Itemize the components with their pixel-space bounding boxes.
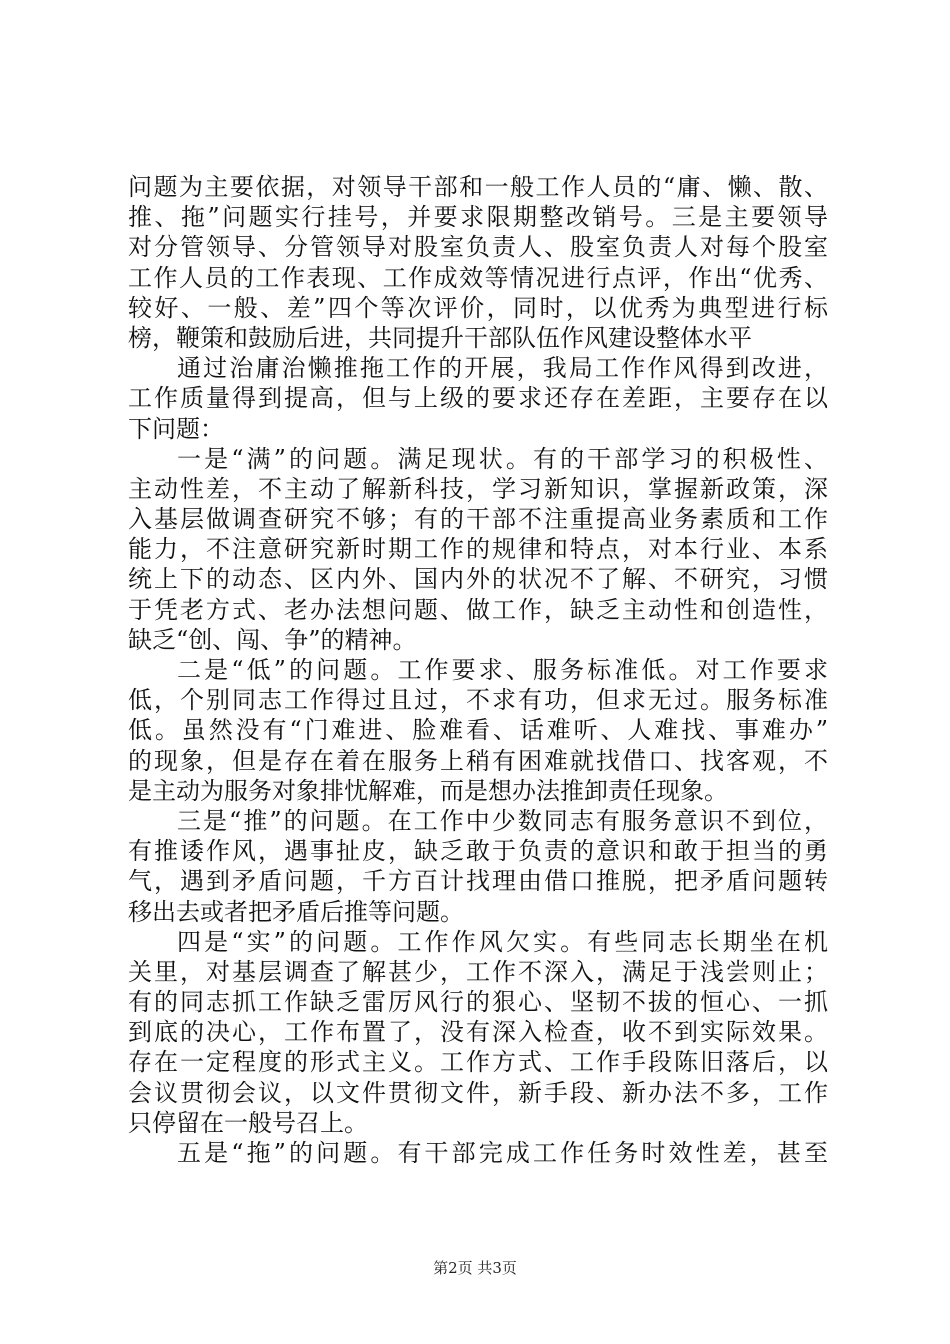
text-line: 的现象，但是存在着在服务上稍有困难就找借口、找客观，不 — [128, 746, 828, 775]
text-line: 下问题： — [128, 414, 224, 443]
text-line: 统上下的动态、区内外、国内外的状况不了解、不研究，习惯 — [128, 565, 828, 594]
text-line: 只停留在一般号召上。 — [128, 1108, 368, 1137]
text-line: 对分管领导、分管领导对股室负责人、股室负责人对每个股室 — [128, 233, 828, 262]
text-line: 问题为主要依据，对领导干部和一般工作人员的“庸、懒、散、 — [128, 173, 828, 201]
text-line: 有推诿作风，遇事扯皮，缺乏敢于负责的意识和敢于担当的勇 — [128, 837, 828, 866]
text-line: 通过治庸治懒推拖工作的开展，我局工作作风得到改进， — [177, 354, 828, 383]
text-line: 到底的决心，工作布置了，没有深入检查，收不到实际效果。 — [128, 1018, 828, 1047]
text-line: 移出去或者把矛盾后推等问题。 — [128, 897, 464, 926]
text-line: 关里，对基层调查了解甚少，工作不深入，满足于浅尝则止； — [128, 957, 828, 986]
page-number-footer: 第2页 共3页 — [433, 1259, 517, 1277]
text-line: 较好、一般、差”四个等次评价，同时，以优秀为典型进行标 — [128, 293, 828, 322]
text-line: 会议贯彻会议，以文件贯彻文件，新手段、新办法不多，工作 — [128, 1078, 828, 1107]
text-line: 四是“实”的问题。工作作风欠实。有些同志长期坐在机 — [177, 927, 828, 956]
text-line: 榜，鞭策和鼓励后进，共同提升干部队伍作风建设整体水平 — [128, 323, 752, 352]
text-line: 入基层做调查研究不够；有的干部不注重提高业务素质和工作 — [128, 505, 828, 534]
text-line: 低，个别同志工作得过且过，不求有功，但求无过。服务标准 — [128, 686, 828, 715]
text-line: 工作人员的工作表现、工作成效等情况进行点评，作出“优秀、 — [128, 263, 828, 292]
text-line: 五是“拖”的问题。有干部完成工作任务时效性差，甚至 — [177, 1139, 828, 1167]
text-line: 三是“推”的问题。在工作中少数同志有服务意识不到位， — [177, 806, 828, 835]
text-line: 气，遇到矛盾问题，千方百计找理由借口推脱，把矛盾问题转 — [128, 867, 828, 896]
text-line: 能力，不注意研究新时期工作的规律和特点，对本行业、本系 — [128, 535, 828, 564]
text-line: 存在一定程度的形式主义。工作方式、工作手段陈旧落后，以 — [128, 1048, 828, 1077]
text-line: 推、拖”问题实行挂号，并要求限期整改销号。三是主要领导 — [128, 203, 828, 232]
text-line: 主动性差，不主动了解新科技，学习新知识，掌握新政策，深 — [128, 474, 828, 503]
text-line: 是主动为服务对象排忧解难，而是想办法推卸责任现象。 — [128, 776, 728, 805]
text-line: 缺乏“创、闯、争”的精神。 — [128, 625, 417, 654]
text-line: 工作质量得到提高，但与上级的要求还存在差距，主要存在以 — [128, 384, 828, 413]
text-line: 一是“满”的问题。满足现状。有的干部学习的积极性、 — [177, 444, 828, 473]
document-body — [128, 172, 828, 1168]
text-line: 于凭老方式、老办法想问题、做工作，缺乏主动性和创造性， — [128, 595, 828, 624]
text-line: 二是“低”的问题。工作要求、服务标准低。对工作要求 — [177, 656, 828, 684]
text-line: 低。虽然没有“门难进、脸难看、话难听、人难找、事难办” — [128, 716, 828, 745]
text-line: 有的同志抓工作缺乏雷厉风行的狠心、坚韧不拔的恒心、一抓 — [128, 988, 828, 1017]
